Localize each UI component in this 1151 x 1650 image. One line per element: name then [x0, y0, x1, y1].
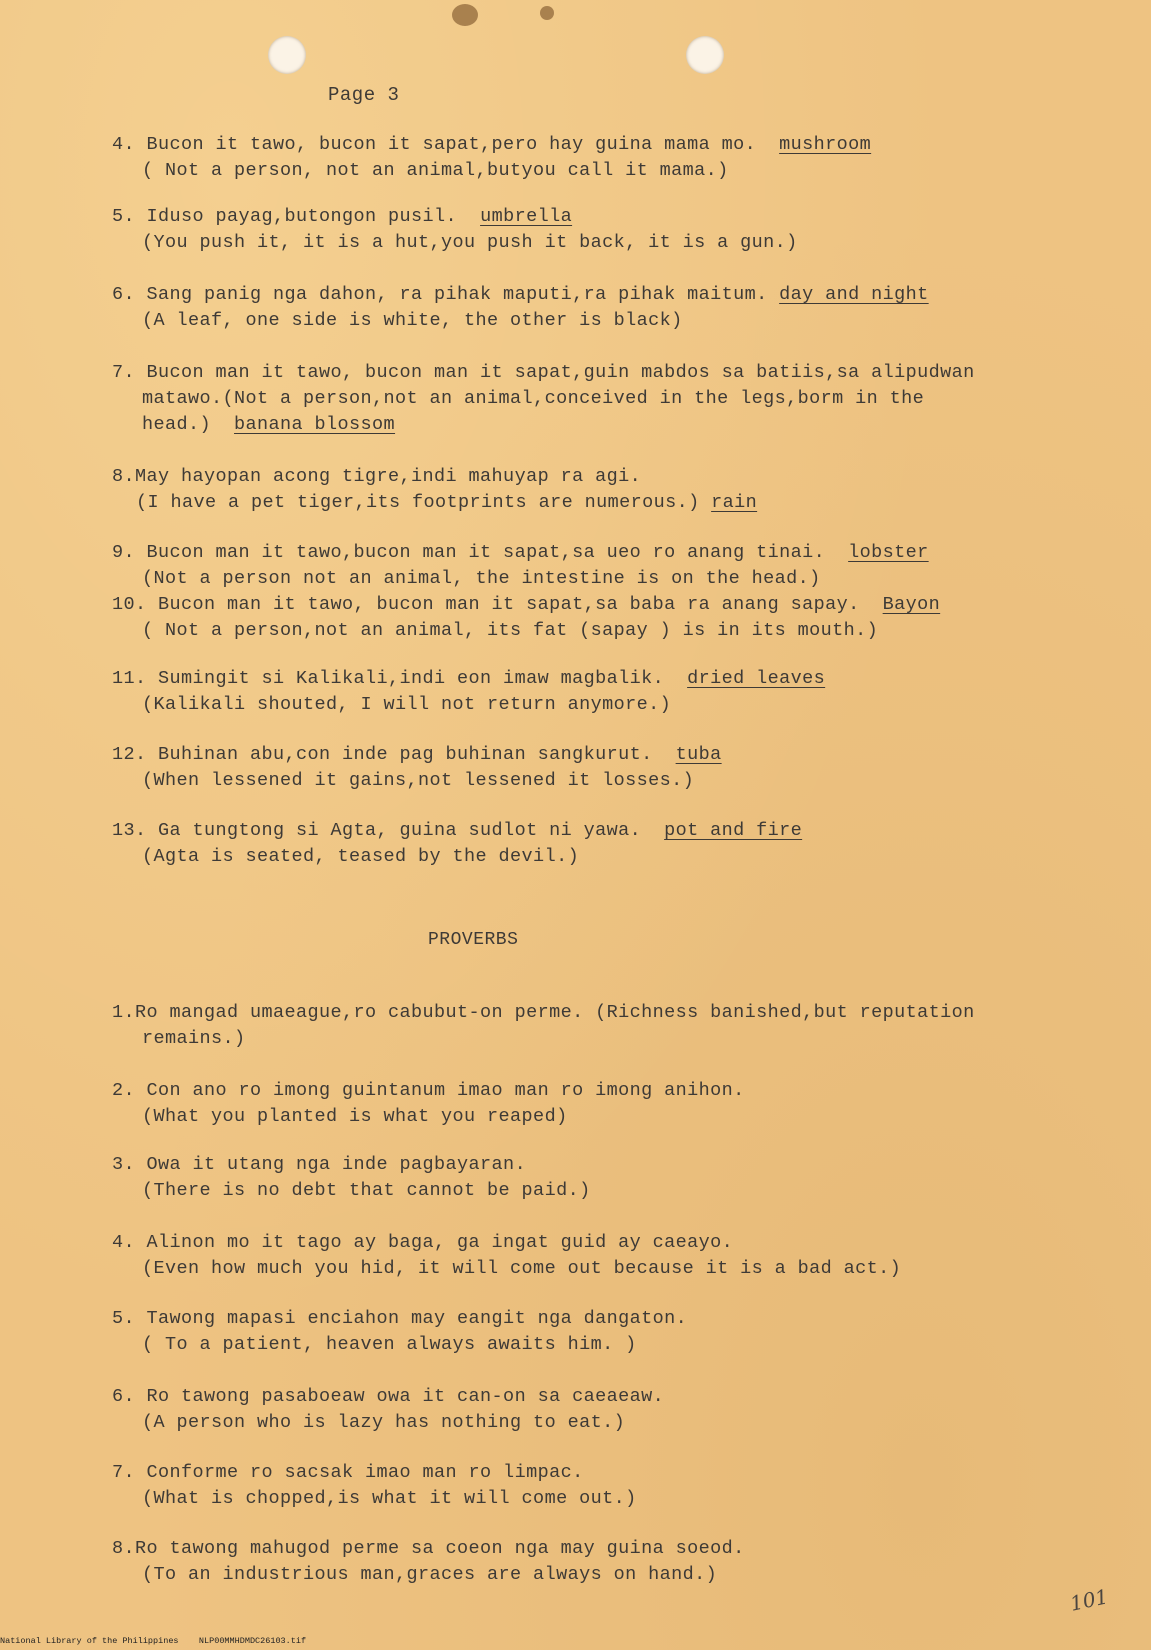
punch-hole-right [686, 36, 724, 74]
proverb-item: 6. Ro tawong pasaboeaw owa it can-on sa caeaeaw. (A person who is lazy has nothing to eat.) [112, 1386, 665, 1433]
proverb-item: 2. Con ano ro imong guintanum imao man ro imong anihon. (What you planted is what you reaped) [112, 1080, 745, 1127]
proverb-item: 1.Ro mangad umaeague,ro cabubut-on perme. (Richness banished,but reputation remains.) [112, 1002, 975, 1049]
punch-hole-left [268, 36, 306, 74]
page-label: Page 3 [328, 84, 400, 106]
riddle-item: 9. Bucon man it tawo,bucon man it sapat,sa ueo ro anang tinai. lobster (Not a person not an animal, the intestine is on the head.) [112, 542, 929, 589]
proverb-item: 8.Ro tawong mahugod perme sa coeon nga may guina soeod. (To an industrious man,graces are always on hand.) [112, 1538, 745, 1585]
proverb-item: 4. Alinon mo it tago ay baga, ga ingat guid ay caeayo. (Even how much you hid, it will come out because it is a bad act.) [112, 1232, 902, 1279]
riddle-item: 12. Buhinan abu,con inde pag buhinan sangkurut. tuba (When lessened it gains,not lessened it losses.) [112, 744, 722, 791]
handwritten-page-number: 101 [1067, 1584, 1111, 1616]
footer-source: National Library of the Philippines NLP00MMHDMDC26103.tif [0, 1636, 307, 1646]
riddle-item: 8.May hayopan acong tigre,indi mahuyap ra agi. (I have a pet tiger,its footprints are numerous.) rain [112, 466, 758, 513]
proverb-item: 3. Owa it utang nga inde pagbayaran. (There is no debt that cannot be paid.) [112, 1154, 591, 1201]
riddle-item: 6. Sang panig nga dahon, ra pihak maputi,ra pihak maitum. day and night (A leaf, one side is white, the other is black) [112, 284, 929, 331]
ink-smudge [540, 6, 554, 20]
riddle-item: 10. Bucon man it tawo, bucon man it sapat,sa baba ra anang sapay. Bayon ( Not a person,not an animal, its fat (sapay ) is in its mouth.) [112, 594, 941, 641]
proverbs-heading: PROVERBS [428, 930, 519, 950]
riddle-item: 13. Ga tungtong si Agta, guina sudlot ni yawa. pot and fire (Agta is seated, teased by the devil.) [112, 820, 803, 867]
ink-smudge [452, 4, 478, 26]
riddle-item: 7. Bucon man it tawo, bucon man it sapat,guin mabdos sa batiis,sa alipudwan matawo.(Not a person,not an animal,conceived in the legs,borm in the head.) banana blossom [112, 362, 975, 435]
proverb-item: 7. Conforme ro sacsak imao man ro limpac. (What is chopped,is what it will come out.) [112, 1462, 637, 1509]
riddle-item: 5. Iduso payag,butongon pusil. umbrella (You push it, it is a hut,you push it back, it is a gun.) [112, 206, 798, 253]
proverb-item: 5. Tawong mapasi enciahon may eangit nga dangaton. ( To a patient, heaven always awaits him. ) [112, 1308, 688, 1355]
riddle-item: 4. Bucon it tawo, bucon it sapat,pero hay guina mama mo. mushroom ( Not a person, not an animal,butyou call it mama.) [112, 134, 872, 181]
riddle-item: 11. Sumingit si Kalikali,indi eon imaw magbalik. dried leaves (Kalikali shouted, I will not return anymore.) [112, 668, 826, 715]
